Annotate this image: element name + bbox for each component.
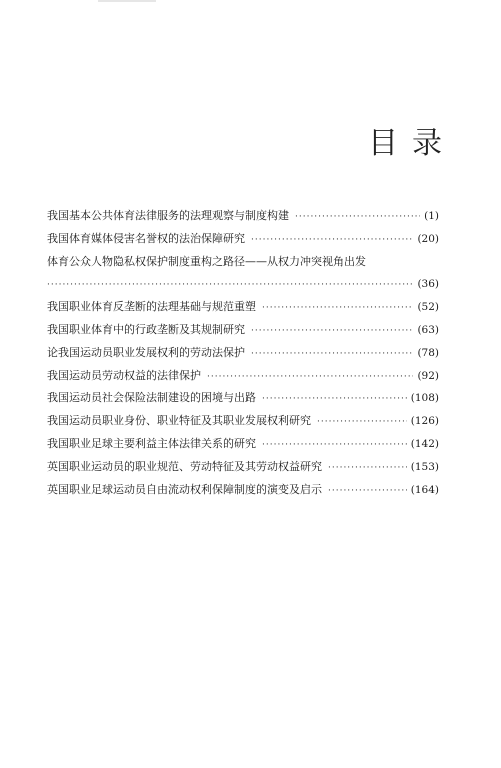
dot-leader — [328, 480, 407, 503]
toc-entry-page: (164) — [410, 483, 439, 496]
toc-entry[interactable] — [47, 228, 439, 251]
toc-entry-title: 我国职业体育反垄断的法理基础与规范重塑 — [47, 300, 256, 314]
toc-entry-page: (142) — [410, 437, 439, 450]
toc-entry-title: 英国职业足球运动员自由流动权利保障制度的演变及启示 — [47, 482, 322, 496]
toc-entry-page: (153) — [410, 460, 439, 473]
toc-entry[interactable] — [47, 433, 439, 456]
toc-entry-title: 论我国运动员职业发展权利的劳动法保护 — [47, 345, 245, 359]
toc-entry[interactable] — [47, 365, 439, 388]
toc-entry-page: (126) — [410, 415, 439, 428]
toc-entry[interactable] — [47, 456, 439, 479]
toc-entry-title: 我国职业足球主要利益主体法律关系的研究 — [47, 436, 256, 450]
dot-leader — [295, 206, 420, 229]
toc-entry-page: (108) — [410, 392, 439, 405]
toc-entry[interactable] — [47, 410, 439, 433]
toc-entry-page: (20) — [417, 232, 439, 245]
toc-entry[interactable] — [47, 205, 439, 228]
toc-entry-page: (36) — [417, 278, 439, 291]
toc-entry[interactable] — [47, 296, 439, 319]
toc-entry[interactable] — [47, 479, 439, 502]
toc-entry-title: 我国运动员职业身份、职业特征及其职业发展权利研究 — [47, 414, 311, 428]
page-title: 目录 — [368, 126, 456, 161]
toc-entry-title: 我国运动员社会保险法制建设的困境与出路 — [47, 391, 256, 405]
dot-leader — [47, 274, 413, 297]
toc-entry[interactable] — [47, 251, 439, 297]
dot-leader — [262, 388, 407, 411]
toc-entry-title: 我国运动员劳动权益的法律保护 — [47, 368, 201, 382]
toc-entry[interactable] — [47, 342, 439, 365]
toc-entry[interactable] — [47, 319, 439, 342]
toc-entry-page: (92) — [417, 369, 439, 382]
dot-leader — [262, 297, 413, 320]
toc-entry-page: (1) — [424, 210, 439, 222]
toc-entry-title: 体育公众人物隐私权保护制度重构之路径——从权力冲突视角出发 — [47, 254, 366, 268]
toc-entry-page: (52) — [417, 301, 439, 314]
dot-leader — [317, 411, 407, 434]
table-of-contents — [47, 205, 439, 501]
toc-entry-title: 我国体育媒体侵害名誉权的法治保障研究 — [47, 231, 245, 245]
dot-leader — [262, 434, 407, 457]
toc-entry-page: (63) — [417, 323, 439, 336]
toc-entry-page: (78) — [417, 346, 439, 359]
dot-leader — [207, 366, 413, 389]
toc-entry-title: 我国基本公共体育法律服务的法理观察与制度构建 — [47, 209, 289, 222]
dot-leader — [328, 457, 407, 480]
toc-entry-title: 英国职业运动员的职业规范、劳动特征及其劳动权益研究 — [47, 459, 322, 473]
toc-entry-title: 我国职业体育中的行政垄断及其规制研究 — [47, 322, 245, 336]
dot-leader — [251, 229, 413, 252]
dot-leader — [251, 343, 413, 366]
toc-entry[interactable] — [47, 387, 439, 410]
page-edge-mark — [98, 0, 156, 2]
dot-leader — [251, 320, 413, 343]
